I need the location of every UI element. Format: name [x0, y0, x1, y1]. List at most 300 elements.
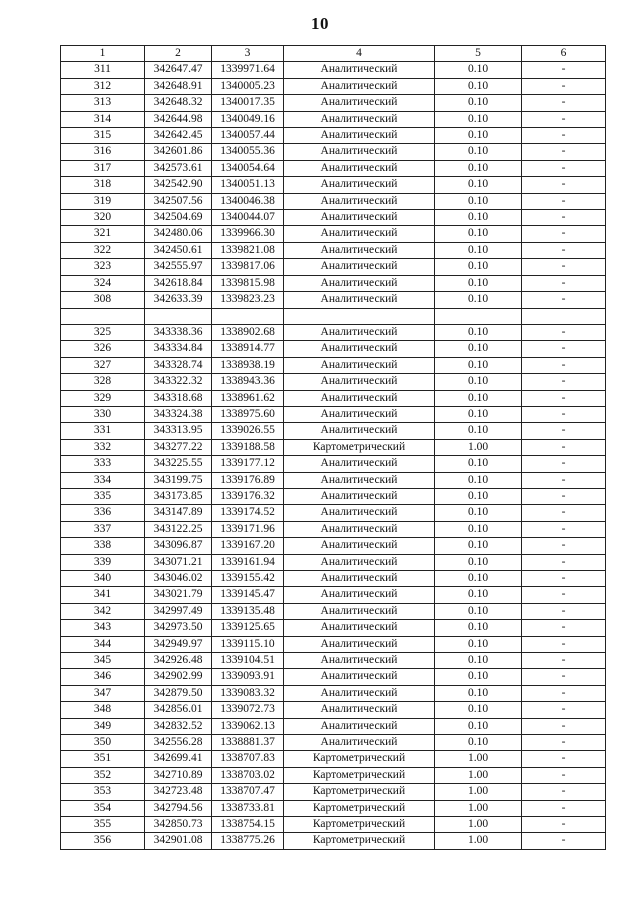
table-cell: 342601.86 — [145, 144, 212, 160]
table-cell: 311 — [61, 62, 145, 78]
table-cell: 342556.28 — [145, 735, 212, 751]
table-cell: 1339966.30 — [212, 226, 284, 242]
table-cell: 347 — [61, 685, 145, 701]
table-cell: 1339155.42 — [212, 570, 284, 586]
table-cell: 343338.36 — [145, 324, 212, 340]
table-row — [61, 341, 606, 357]
table-cell: 343313.95 — [145, 423, 212, 439]
header-cell: 3 — [212, 46, 284, 62]
table-cell: 342480.06 — [145, 226, 212, 242]
table-cell: - — [522, 144, 606, 160]
table-cell: 338 — [61, 538, 145, 554]
table-cell: 343096.87 — [145, 538, 212, 554]
table-row — [61, 128, 606, 144]
table-cell: Аналитический — [284, 259, 435, 275]
table-cell: 1340017.35 — [212, 95, 284, 111]
table-cell: 0.10 — [435, 226, 522, 242]
table-cell — [145, 308, 212, 324]
table-cell: - — [522, 160, 606, 176]
table-cell: - — [522, 718, 606, 734]
table-cell: 321 — [61, 226, 145, 242]
table-cell: 1338881.37 — [212, 735, 284, 751]
table-cell: 342949.97 — [145, 636, 212, 652]
table-cell: - — [522, 488, 606, 504]
table-cell: Картометрический — [284, 767, 435, 783]
table-cell: Аналитический — [284, 357, 435, 373]
table-cell: 342633.39 — [145, 292, 212, 308]
table-cell: Аналитический — [284, 636, 435, 652]
table-cell: 342794.56 — [145, 800, 212, 816]
table-cell: 0.10 — [435, 177, 522, 193]
table-cell: Картометрический — [284, 833, 435, 849]
table-cell: 1339145.47 — [212, 587, 284, 603]
page-number: 10 — [311, 14, 329, 33]
table-row — [61, 833, 606, 849]
table-cell: Аналитический — [284, 685, 435, 701]
table-cell: 318 — [61, 177, 145, 193]
table-row — [61, 275, 606, 291]
table-cell: 1.00 — [435, 817, 522, 833]
table-row — [61, 636, 606, 652]
table-cell: 342507.56 — [145, 193, 212, 209]
table-cell: 320 — [61, 210, 145, 226]
table-cell: 316 — [61, 144, 145, 160]
table-cell: - — [522, 472, 606, 488]
table-cell: 1338914.77 — [212, 341, 284, 357]
table-cell: 343334.84 — [145, 341, 212, 357]
table-cell: 0.10 — [435, 488, 522, 504]
table-row — [61, 324, 606, 340]
table-cell: 1338707.47 — [212, 784, 284, 800]
table-cell: - — [522, 784, 606, 800]
table-cell: 0.10 — [435, 62, 522, 78]
table-cell: 342832.52 — [145, 718, 212, 734]
table-cell: 343071.21 — [145, 554, 212, 570]
table-cell: - — [522, 210, 606, 226]
coordinates-table — [60, 45, 606, 850]
table-cell: 336 — [61, 505, 145, 521]
table-cell: Аналитический — [284, 472, 435, 488]
table-cell: 342 — [61, 603, 145, 619]
table-row — [61, 669, 606, 685]
table-cell: 1.00 — [435, 833, 522, 849]
table-cell: Аналитический — [284, 242, 435, 258]
table-cell: 0.10 — [435, 341, 522, 357]
table-row — [61, 308, 606, 324]
table-cell: - — [522, 636, 606, 652]
table-cell: - — [522, 374, 606, 390]
table-cell: - — [522, 456, 606, 472]
table-cell: 1338902.68 — [212, 324, 284, 340]
table-cell: 0.10 — [435, 521, 522, 537]
table-cell: 343322.32 — [145, 374, 212, 390]
table-cell: - — [522, 439, 606, 455]
table-cell: 1340046.38 — [212, 193, 284, 209]
table-row — [61, 718, 606, 734]
table-cell: Картометрический — [284, 800, 435, 816]
header-cell: 2 — [145, 46, 212, 62]
table-cell: 0.10 — [435, 538, 522, 554]
table-cell: 342856.01 — [145, 702, 212, 718]
table-cell: 328 — [61, 374, 145, 390]
table-cell: 1340044.07 — [212, 210, 284, 226]
table-cell: 348 — [61, 702, 145, 718]
table-cell: 1339821.08 — [212, 242, 284, 258]
table-cell: - — [522, 193, 606, 209]
table-cell: Аналитический — [284, 620, 435, 636]
table-cell: 340 — [61, 570, 145, 586]
table-row — [61, 177, 606, 193]
table-cell: 322 — [61, 242, 145, 258]
table-cell: Аналитический — [284, 538, 435, 554]
table-cell: 342542.90 — [145, 177, 212, 193]
table-cell: 324 — [61, 275, 145, 291]
table-cell: 1338943.36 — [212, 374, 284, 390]
table-cell: 319 — [61, 193, 145, 209]
table-cell: Аналитический — [284, 505, 435, 521]
table-row — [61, 587, 606, 603]
table-cell: 1339104.51 — [212, 653, 284, 669]
table-cell: 342850.73 — [145, 817, 212, 833]
table-cell: - — [522, 767, 606, 783]
table-cell: 352 — [61, 767, 145, 783]
table-cell: Аналитический — [284, 177, 435, 193]
table-cell: 349 — [61, 718, 145, 734]
table-cell: - — [522, 78, 606, 94]
table-cell: Аналитический — [284, 735, 435, 751]
table-cell: Картометрический — [284, 439, 435, 455]
table-cell: 1339026.55 — [212, 423, 284, 439]
table-cell: 0.10 — [435, 144, 522, 160]
table-cell: Аналитический — [284, 160, 435, 176]
table-cell: 342973.50 — [145, 620, 212, 636]
table-cell: 329 — [61, 390, 145, 406]
table-cell: 1.00 — [435, 784, 522, 800]
table-cell: Аналитический — [284, 669, 435, 685]
table-cell: 1340055.36 — [212, 144, 284, 160]
table-cell: 343147.89 — [145, 505, 212, 521]
table-cell: 343046.02 — [145, 570, 212, 586]
table-cell: 343122.25 — [145, 521, 212, 537]
table-cell: 312 — [61, 78, 145, 94]
table-row — [61, 292, 606, 308]
table-cell: 0.10 — [435, 210, 522, 226]
table-cell: Аналитический — [284, 702, 435, 718]
table-cell: 339 — [61, 554, 145, 570]
table-cell: - — [522, 685, 606, 701]
table-cell: Аналитический — [284, 324, 435, 340]
table-cell: 315 — [61, 128, 145, 144]
table-cell: - — [522, 603, 606, 619]
table-cell: Аналитический — [284, 603, 435, 619]
table-cell: 1338938.19 — [212, 357, 284, 373]
table-cell: 1338961.62 — [212, 390, 284, 406]
table-cell: 342573.61 — [145, 160, 212, 176]
table-cell: Аналитический — [284, 78, 435, 94]
table-cell: 342555.97 — [145, 259, 212, 275]
table-header-row — [61, 46, 606, 62]
table-row — [61, 95, 606, 111]
table-row — [61, 620, 606, 636]
table-cell: - — [522, 62, 606, 78]
table-cell: Картометрический — [284, 784, 435, 800]
table-cell: - — [522, 390, 606, 406]
table-cell: 327 — [61, 357, 145, 373]
table-cell: Аналитический — [284, 423, 435, 439]
table-cell: - — [522, 292, 606, 308]
table-cell: 0.10 — [435, 636, 522, 652]
table-cell: - — [522, 226, 606, 242]
table-cell: 0.10 — [435, 653, 522, 669]
table-cell: 354 — [61, 800, 145, 816]
table-row — [61, 390, 606, 406]
table-cell: - — [522, 324, 606, 340]
table-cell: 1339161.94 — [212, 554, 284, 570]
table-cell: - — [522, 653, 606, 669]
table-cell: Аналитический — [284, 95, 435, 111]
table-cell: - — [522, 95, 606, 111]
table-cell: 343277.22 — [145, 439, 212, 455]
table-cell: 317 — [61, 160, 145, 176]
table-cell: - — [522, 817, 606, 833]
table-cell: 1.00 — [435, 767, 522, 783]
table-row — [61, 735, 606, 751]
table-cell: Аналитический — [284, 570, 435, 586]
table-cell: - — [522, 669, 606, 685]
table-cell: 342699.41 — [145, 751, 212, 767]
table-cell: 0.10 — [435, 570, 522, 586]
table-cell: 1338754.15 — [212, 817, 284, 833]
table-cell: 1339176.89 — [212, 472, 284, 488]
table-cell: Аналитический — [284, 587, 435, 603]
table-cell: Аналитический — [284, 144, 435, 160]
table-cell: 342901.08 — [145, 833, 212, 849]
table-cell: 0.10 — [435, 669, 522, 685]
table-cell: Аналитический — [284, 488, 435, 504]
header-cell: 4 — [284, 46, 435, 62]
table-row — [61, 78, 606, 94]
table-cell: 0.10 — [435, 718, 522, 734]
table-cell: 0.10 — [435, 505, 522, 521]
table-cell: 0.10 — [435, 587, 522, 603]
table-cell: Картометрический — [284, 817, 435, 833]
table-row — [61, 242, 606, 258]
table-cell: 343173.85 — [145, 488, 212, 504]
table-cell: 0.10 — [435, 620, 522, 636]
table-cell: - — [522, 735, 606, 751]
table-cell: 344 — [61, 636, 145, 652]
table-cell: - — [522, 177, 606, 193]
table-cell: 356 — [61, 833, 145, 849]
table-cell: 342648.91 — [145, 78, 212, 94]
table-cell: 0.10 — [435, 128, 522, 144]
table-cell: 346 — [61, 669, 145, 685]
table-cell: 1339167.20 — [212, 538, 284, 554]
table-row — [61, 554, 606, 570]
table-row — [61, 357, 606, 373]
table-cell: Аналитический — [284, 128, 435, 144]
table-cell: 342879.50 — [145, 685, 212, 701]
table-cell: 1339815.98 — [212, 275, 284, 291]
table-row — [61, 210, 606, 226]
table-cell: 0.10 — [435, 193, 522, 209]
table-cell: Аналитический — [284, 62, 435, 78]
table-cell: - — [522, 341, 606, 357]
table-cell: 335 — [61, 488, 145, 504]
table-cell — [61, 308, 145, 324]
table-cell: 343328.74 — [145, 357, 212, 373]
table-cell: Аналитический — [284, 521, 435, 537]
table-cell: 342997.49 — [145, 603, 212, 619]
table-cell: 1339062.13 — [212, 718, 284, 734]
header-cell: 5 — [435, 46, 522, 62]
table-cell: 1340049.16 — [212, 111, 284, 127]
table-cell: 342450.61 — [145, 242, 212, 258]
table-cell: 342902.99 — [145, 669, 212, 685]
table-cell: 355 — [61, 817, 145, 833]
table-row — [61, 374, 606, 390]
table-cell: 1339125.65 — [212, 620, 284, 636]
table-cell: 342504.69 — [145, 210, 212, 226]
table-cell: 331 — [61, 423, 145, 439]
table-cell: 1340057.44 — [212, 128, 284, 144]
table-cell: 1339823.23 — [212, 292, 284, 308]
table-cell: 334 — [61, 472, 145, 488]
table-cell: - — [522, 406, 606, 422]
header-cell: 1 — [61, 46, 145, 62]
table-cell: 1339176.32 — [212, 488, 284, 504]
table-cell: 1339174.52 — [212, 505, 284, 521]
table-cell: 1.00 — [435, 439, 522, 455]
table-cell: 0.10 — [435, 111, 522, 127]
table-row — [61, 653, 606, 669]
table-row — [61, 800, 606, 816]
table-cell: 314 — [61, 111, 145, 127]
table-cell: 0.10 — [435, 292, 522, 308]
table-cell: 350 — [61, 735, 145, 751]
table-cell: 342647.47 — [145, 62, 212, 78]
table-row — [61, 505, 606, 521]
table-row — [61, 439, 606, 455]
table-cell: 1338733.81 — [212, 800, 284, 816]
table-cell: Аналитический — [284, 406, 435, 422]
table-cell: 308 — [61, 292, 145, 308]
table-cell: 342644.98 — [145, 111, 212, 127]
table-body — [61, 62, 606, 849]
table-cell: Аналитический — [284, 210, 435, 226]
table-cell: 0.10 — [435, 735, 522, 751]
table-row — [61, 111, 606, 127]
table-cell: - — [522, 423, 606, 439]
table-row — [61, 603, 606, 619]
table-cell: 1339971.64 — [212, 62, 284, 78]
table-cell: 0.10 — [435, 423, 522, 439]
table-cell: 1338975.60 — [212, 406, 284, 422]
table-cell: 1338775.26 — [212, 833, 284, 849]
table-cell: 0.10 — [435, 78, 522, 94]
table-cell: 1.00 — [435, 800, 522, 816]
table-cell: - — [522, 521, 606, 537]
table-cell: 313 — [61, 95, 145, 111]
table-cell — [435, 308, 522, 324]
table-cell: - — [522, 833, 606, 849]
table-cell: Картометрический — [284, 751, 435, 767]
table-cell: 351 — [61, 751, 145, 767]
table-cell: - — [522, 538, 606, 554]
table-cell: 0.10 — [435, 259, 522, 275]
table-cell: - — [522, 587, 606, 603]
table-row — [61, 226, 606, 242]
table-cell: Аналитический — [284, 193, 435, 209]
table-cell: 1339093.91 — [212, 669, 284, 685]
table-cell: 1339171.96 — [212, 521, 284, 537]
table-cell: - — [522, 128, 606, 144]
table-cell: 342618.84 — [145, 275, 212, 291]
table-cell: 332 — [61, 439, 145, 455]
table-cell: 343318.68 — [145, 390, 212, 406]
table-cell: 0.10 — [435, 160, 522, 176]
table-cell: 343021.79 — [145, 587, 212, 603]
table-row — [61, 767, 606, 783]
table-cell: Аналитический — [284, 554, 435, 570]
table-cell: Аналитический — [284, 226, 435, 242]
table-cell: 0.10 — [435, 95, 522, 111]
table-cell: - — [522, 275, 606, 291]
table-cell: 330 — [61, 406, 145, 422]
header-cell: 6 — [522, 46, 606, 62]
table-cell: - — [522, 357, 606, 373]
table-row — [61, 538, 606, 554]
table-cell: 1.00 — [435, 751, 522, 767]
table-cell: Аналитический — [284, 275, 435, 291]
table-cell: 0.10 — [435, 324, 522, 340]
table-cell: 0.10 — [435, 472, 522, 488]
table-cell: - — [522, 242, 606, 258]
table-cell: 0.10 — [435, 275, 522, 291]
table-cell: 343225.55 — [145, 456, 212, 472]
table-cell: 1339817.06 — [212, 259, 284, 275]
table-cell: 1339177.12 — [212, 456, 284, 472]
table-row — [61, 62, 606, 78]
table-cell: 325 — [61, 324, 145, 340]
table-row — [61, 521, 606, 537]
table-row — [61, 488, 606, 504]
table-cell: 1339115.10 — [212, 636, 284, 652]
table-cell: 323 — [61, 259, 145, 275]
table-row — [61, 570, 606, 586]
table-cell: 0.10 — [435, 603, 522, 619]
table-cell: 1340054.64 — [212, 160, 284, 176]
table-cell: 0.10 — [435, 406, 522, 422]
table-cell: 1340051.13 — [212, 177, 284, 193]
table-cell: 326 — [61, 341, 145, 357]
table-cell: Аналитический — [284, 390, 435, 406]
table-cell: - — [522, 111, 606, 127]
table-cell: 343324.38 — [145, 406, 212, 422]
table-cell: 0.10 — [435, 456, 522, 472]
table-cell: 1339072.73 — [212, 702, 284, 718]
table-row — [61, 160, 606, 176]
table-cell: Аналитический — [284, 718, 435, 734]
table-cell: Аналитический — [284, 292, 435, 308]
table-cell: - — [522, 570, 606, 586]
table-cell — [522, 308, 606, 324]
table-row — [61, 685, 606, 701]
table-cell: Аналитический — [284, 341, 435, 357]
table-cell: 337 — [61, 521, 145, 537]
table-cell: 333 — [61, 456, 145, 472]
table-cell: 0.10 — [435, 702, 522, 718]
